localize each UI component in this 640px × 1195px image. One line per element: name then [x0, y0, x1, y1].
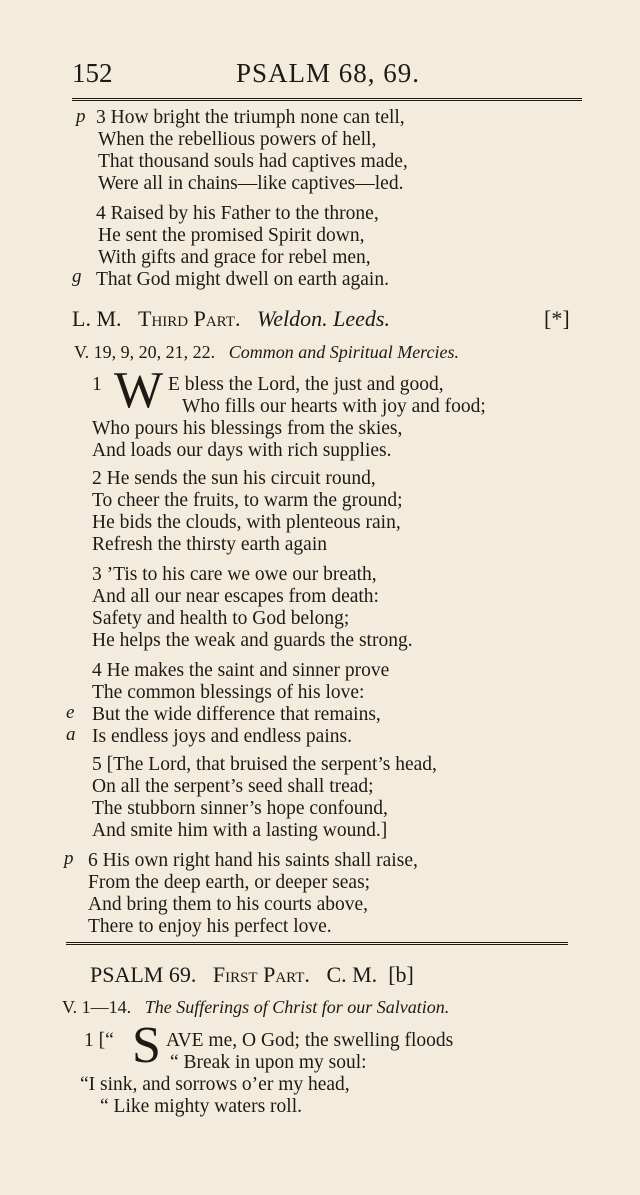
verse-line: That God might dwell on earth again. [96, 269, 389, 290]
section-title: Common and Spiritual Mercies. [228, 342, 460, 362]
verse-line: To cheer the fruits, to warm the ground; [92, 490, 403, 511]
dynamic-mark: a [66, 724, 76, 745]
verse-line: Were all in chains—like captives—led. [98, 173, 404, 194]
section-subheading [74, 342, 459, 363]
verse-line: The stubborn sinner’s hope confound, [92, 798, 388, 819]
verse-line: When the rebellious powers of hell, [98, 129, 377, 150]
dynamic-mark: e [66, 702, 75, 723]
dynamic-mark: p [64, 848, 74, 869]
verses-ref: V. 1—14. [62, 997, 132, 1017]
psalm-subheading [62, 997, 449, 1018]
verse-line: Refresh the thirsty earth again [92, 534, 327, 555]
verse-line: 3 How bright the triumph none can tell, [96, 107, 405, 128]
section-rule [66, 942, 568, 945]
page-header [72, 54, 582, 94]
verse-line: That thousand souls had captives made, [98, 151, 408, 172]
section-bracket: [*] [544, 306, 570, 331]
meter: L. M. [72, 306, 122, 331]
verse-line: 5 [The Lord, that bruised the serpent’s head, [92, 754, 437, 775]
psalm-subject: The Sufferings of Christ for our Salvation. [144, 997, 450, 1017]
drop-cap: S [132, 1017, 161, 1074]
verse-number: 1 [92, 374, 102, 395]
dynamic-mark: g [72, 266, 82, 287]
page-number: 152 [72, 58, 113, 88]
verse-line: On all the serpent’s seed shall tread; [92, 776, 374, 797]
verse-line: 2 He sends the sun his circuit round, [92, 468, 376, 489]
dynamic-mark: p [76, 106, 86, 127]
psalm-bracket: [b] [388, 962, 414, 987]
verses-ref: V. 19, 9, 20, 21, 22. [74, 342, 216, 362]
drop-cap: W [114, 362, 164, 419]
verse-line: And all our near escapes from death: [92, 586, 379, 607]
verse-line: 4 Raised by his Father to the throne, [96, 203, 379, 224]
verse-line: And loads our days with rich supplies. [92, 440, 392, 461]
verse-line: He bids the clouds, with plenteous rain, [92, 512, 401, 533]
tune-names: Weldon. Leeds. [256, 306, 390, 331]
verse-line: He helps the weak and guards the strong. [92, 630, 413, 651]
verse-num: 1 [84, 1030, 94, 1051]
verse-line: Who pours his blessings from the skies, [92, 418, 403, 439]
running-head: PSALM 68, 69. [236, 58, 421, 88]
verse-line: From the deep earth, or deeper seas; [88, 872, 371, 893]
psalm-heading [90, 962, 414, 988]
verse-line: And smite him with a lasting wound.] [92, 820, 388, 841]
verse-line: E bless the Lord, the just and good, [168, 374, 444, 395]
psalm-title: PSALM 69. [90, 962, 197, 987]
verse-line: 6 His own right hand his saints shall raise, [88, 850, 418, 871]
verse-number [84, 1030, 114, 1052]
header-rule [72, 98, 582, 101]
section-heading [72, 306, 390, 332]
verse-line: Safety and health to God belong; [92, 608, 350, 629]
open-quote: [“ [98, 1030, 114, 1051]
meter: C. M. [326, 962, 378, 987]
verse-line: And bring them to his courts above, [88, 894, 368, 915]
verse-line: With gifts and grace for rebel men, [98, 247, 371, 268]
verse-line: Who fills our hearts with joy and food; [182, 396, 486, 417]
verse-line: “ Break in upon my soul: [170, 1052, 367, 1073]
verse-line: 4 He makes the saint and sinner prove [92, 660, 390, 681]
verse-line: “ Like mighty waters roll. [100, 1096, 302, 1117]
verse-line: 3 ’Tis to his care we owe our breath, [92, 564, 377, 585]
verse-line: “I sink, and sorrows o’er my head, [80, 1074, 350, 1095]
part-label: Third Part. [138, 306, 241, 331]
verse-line: The common blessings of his love: [92, 682, 365, 703]
verse-line: There to enjoy his perfect love. [88, 916, 332, 937]
verse-line: Is endless joys and endless pains. [92, 726, 352, 747]
verse-line: But the wide difference that remains, [92, 704, 381, 725]
verse-line: He sent the promised Spirit down, [98, 225, 365, 246]
part-label: First Part. [212, 962, 310, 987]
verse-line: AVE me, O God; the swelling floods [166, 1030, 454, 1051]
